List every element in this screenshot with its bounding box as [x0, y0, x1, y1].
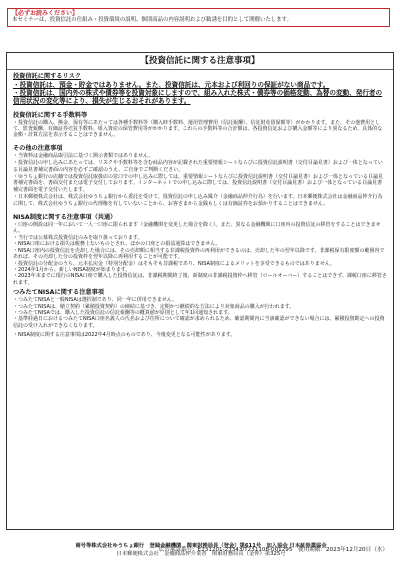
- other-heading: その他の注意事項: [13, 144, 63, 152]
- ad-approval-line: 広告承認番号：E231201-23343/T231108-001295 使用期限：2023年12月20日（水）: [158, 547, 388, 553]
- must-read-text: 本セミナーは、投資信託の仕組み・投資環境の説明、個別商品の内容説明および勧誘を目的として開催いたします。: [12, 17, 292, 23]
- must-read-box: [7, 8, 390, 27]
- nisa-heading: NISA制度に関する注意事項（共通）: [13, 214, 117, 222]
- nisa-closing-note: ・NISA制度に関する注意事項は2022年4月時点のものであり、今後変更となる可能性があります。: [13, 332, 236, 339]
- other-item: ・当資料は金融商品取引法に基づく開示書類ではありません。: [13, 152, 154, 159]
- nisa-item: ・NISA口座における損失は税務上ないものとされ、ほかの口座との損益通算はできません。: [13, 241, 221, 248]
- risk-heading: 投資信託に関するリスク: [13, 73, 81, 80]
- nisa-item: ・当行では公募株式投資信託のみを取り扱っております。: [13, 234, 143, 241]
- nisa-item: ・2023年末までに現行のNISA口座で購入した投資信託は、非課税期間終了後、新制度の非課税投資枠へ移管（ロールオーバー）することはできず、課税口座に移管されます。: [13, 273, 387, 286]
- nisa-item: ・口座の開設は同一年において一人一口座に限られます（金融機関を変更した場合を除く）。また、異なる金融機関に口座内の投資信託の移管をすることはできません。: [13, 222, 381, 235]
- tsumitate-item: ・基準経過日におけるつみたてNISA口座名義人の氏名および住所について確認が求められるため、確認期間内に当該確認ができない場合には、累積投資勘定への投資信託の受け入れができなくなります。: [13, 316, 385, 329]
- other-item: ・日本郵便株式会社は、株式会社ゆうちょ銀行から委託を受けて、投資信託の申し込み媒介（金融商品仲介行為）を行います。日本郵便株式会社は金融商品仲介行為に関して、株式会社ゆうちょ銀行の代理権を有していないことから、お客さまから金銭もしくは有価証券をお預かりすることはできません。: [13, 194, 383, 207]
- tsumitate-item: ・つみたてNISAは、積立契約（累積投資契約）の締結に基づき、定期かつ継続的な方法により対象商品の購入が行われます。: [13, 303, 295, 310]
- tsumitate-item: ・つみたてNISAでは、購入した投資信託の信託報酬等の概算値が原則として年1回通知されます。: [13, 309, 233, 316]
- must-read-title: 【必ずお読みください】: [12, 10, 79, 17]
- nisa-item: ・投資信託の分配金のうち、元本払戻金（特別分配金）はそもそも非課税であり、NISA制度によるメリットを享受できるものではありません。: [13, 260, 336, 267]
- notice-title: 【投資信託に関する注意事項】: [7, 56, 393, 70]
- bank-registration: 商号等株式会社ゆうちょ銀行 登録金融機関 関東財務局長（登金）第611号 加入協会 日本証券業協会: [75, 543, 327, 549]
- fee-heading: 投資信託に関する手数料等: [13, 111, 88, 119]
- tsumitate-item: ・つみたてNISAと一般NISAは選択制であり、同一年に併用できません。: [13, 297, 178, 304]
- risk-item-1: ・投資信託は、預金・貯金ではありません。また、投資信託は、元本および利回りの保証がない商品です。: [13, 81, 330, 89]
- fee-text: ・投資信託の購入、換金、保有等にあたっては各種手数料等（購入時手数料、運用管理費用（信託報酬）、信託財産留保額等）がかかります。また、その他費用として、監査報酬、有価証券売買手数料、組入資産の保管費用等がかかります。これらの手数料等の合計額は、各投資信託および購入金額等により異なるため、具体的な金額・計算方法を表示することはできません。: [13, 119, 383, 139]
- post-registration: 日本郵便株式会社 金融商品仲介業者 関東財務局長（金仲）第325号: [116, 551, 286, 557]
- nisa-item: ・NISA口座内の投資信託を売却した場合には、その売却額に相当する非課税投資枠の再利用ができるのは、売却した年の翌年以降です。非課税保有限度額の範囲内であれば、その売却した分の投資枠を翌年以降に再利用することが可能です。: [13, 247, 385, 261]
- other-item: ・投資信託の申し込みにあたっては、リスクや手数料等を含む商品内容が記載された重要情報シートならびに投資信託説明書（交付目論見書）および一体となっている目論見書補完書面の内容を必ずご確認のうえ、ご自身でご判断ください。: [13, 160, 383, 173]
- nisa-item: ・2024年1月から、新しいNISA制度が始まります。: [13, 266, 131, 273]
- risk-item-2: ・投資信託は、国内外の株式や債券等を投資対象にしますので、組み入れた株式・債券等の価格変動、為替の変動、発行者の信用状況の変化等により、損失が生じるおそれがあります。: [13, 89, 383, 106]
- tsumitate-nisa-heading: つみたてNISAに関する注意事項: [13, 289, 104, 297]
- other-item: ・ゆうちょ銀行の店舗では投資信託取扱店の窓口での申し込みに際しては、重要情報シートならびに投資信託説明書（交付目論見書）および一体となっている目論見書補完書面を、書面交付または電子交付しております。インターネットでの申し込みに際しては、投資信託説明書（交付目論見書）および一体となっている目論見書補完書面を電子交付いたします。: [13, 174, 384, 193]
